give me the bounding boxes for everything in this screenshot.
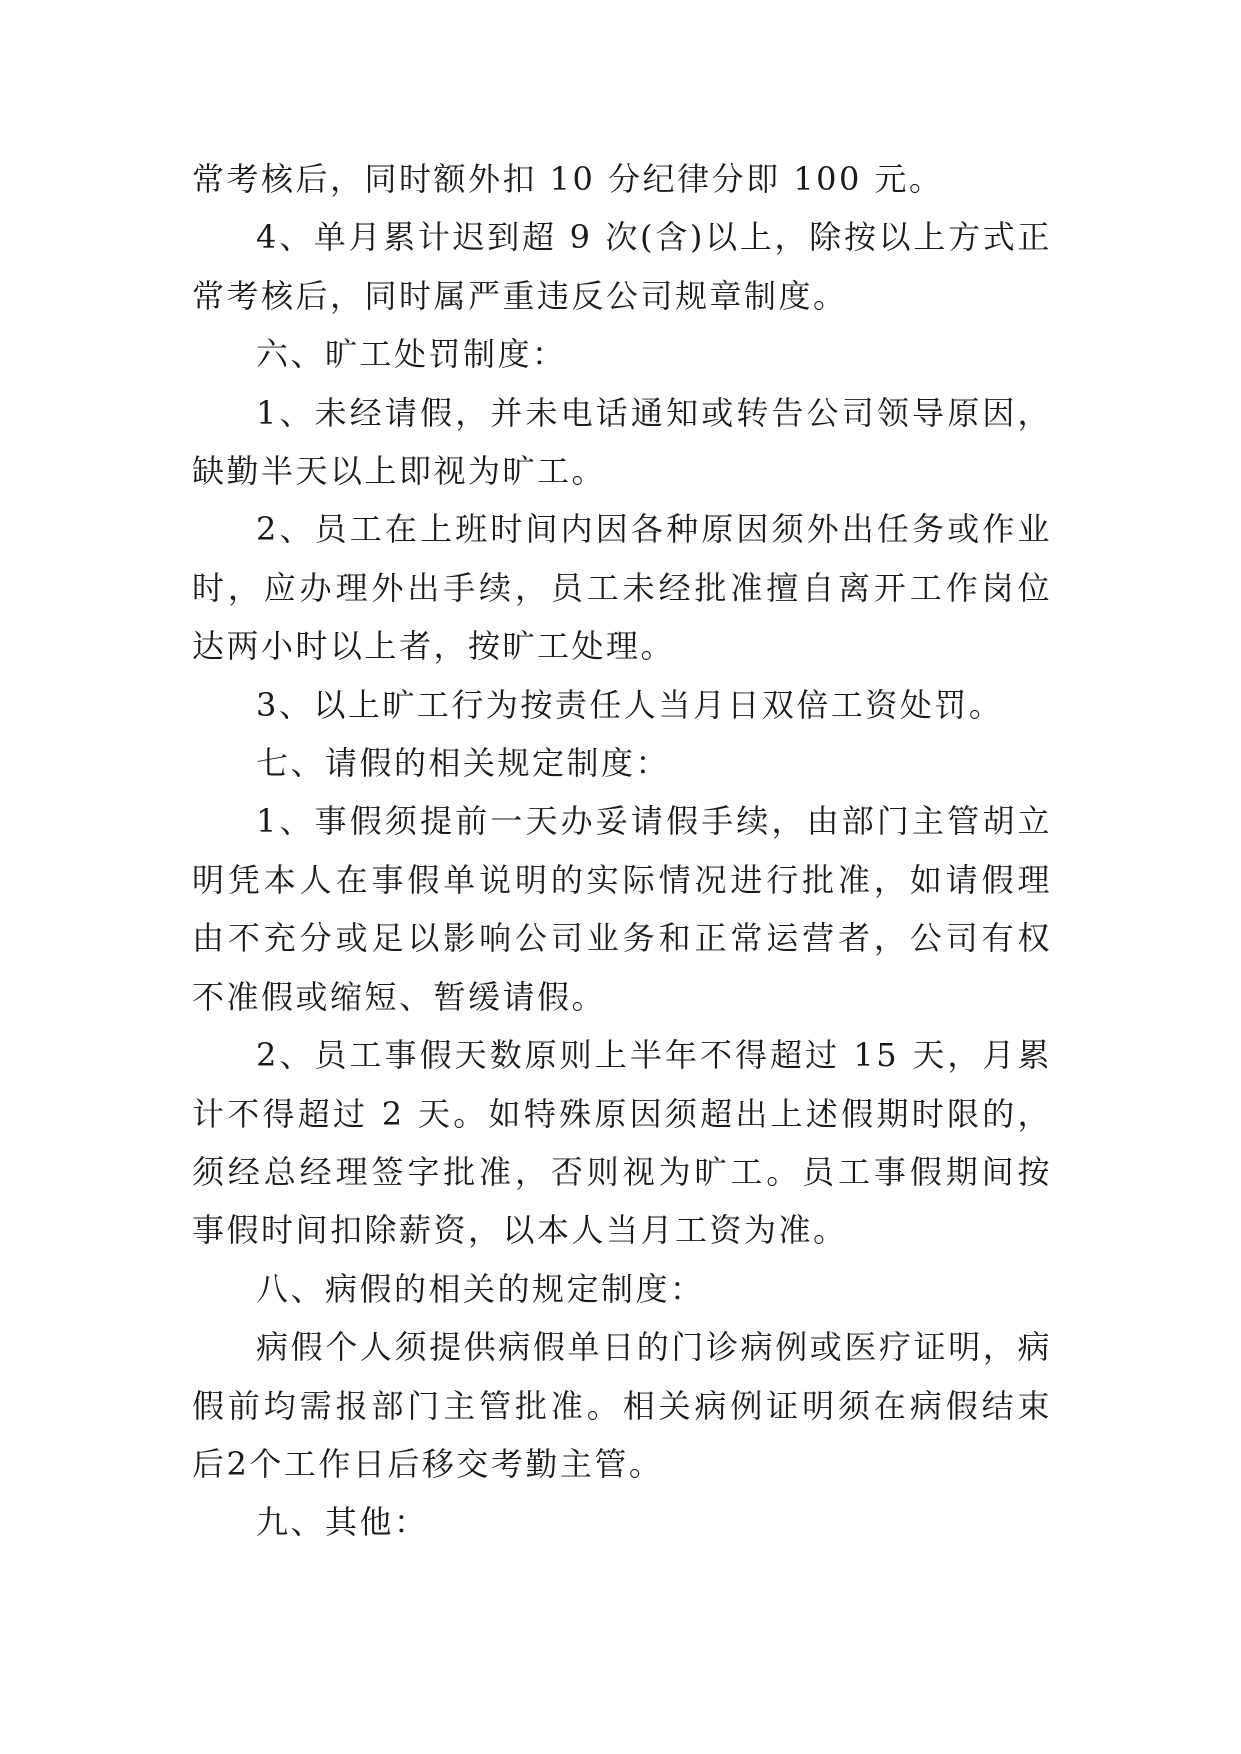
paragraph-continuation: 常考核后，同时额外扣 10 分纪律分即 100 元。 [192,160,944,198]
paragraph-sick-leave: 病假个人须提供病假单日的门诊病例或医疗证明，病假前均需报部门主管批准。相关病例证明须在病假结束后2个工作日后移交考勤主管。 [192,1328,1052,1483]
section-heading-other: 九、其他： [256,1503,429,1542]
document-body [192,150,1052,1552]
paragraph-rule-4: 4、单月累计迟到超 9 次(含)以上，除按以上方式正常考核后，同时属严重违反公司规章制度。 [192,218,1052,315]
paragraph-leave-2: 2、员工事假天数原则上半年不得超过 15 天，月累计不得超过 2 天。如特殊原因须超出上述假期时限的，须经总经理签字批准，否则视为旷工。员工事假期间按事假时间扣除薪资，以本人当月工资为准。 [192,1036,1052,1250]
paragraph-absenteeism-1: 1、未经请假，并未电话通知或转告公司领导原因，缺勤半天以上即视为旷工。 [192,393,1052,491]
section-heading-absenteeism: 六、旷工处罚制度： [256,335,567,374]
section-heading-leave: 七、请假的相关规定制度： [256,744,671,783]
paragraph-absenteeism-3: 3、以上旷工行为按责任人当月日双倍工资处罚。 [256,685,1004,724]
section-heading-sick-leave: 八、病假的相关的规定制度： [256,1269,705,1308]
paragraph-leave-1: 1、事假须提前一天办妥请假手续，由部门主管胡立明凭本人在事假单说明的实际情况进行批准，如请假理由不充分或足以影响公司业务和正常运营者，公司有权不准假或缩短、暂缓请假。 [192,802,1052,1016]
paragraph-absenteeism-2: 2、员工在上班时间内因各种原因须外出任务或作业时，应办理外出手续，员工未经批准擅自离开工作岗位达两小时以上者，按旷工处理。 [192,510,1052,666]
